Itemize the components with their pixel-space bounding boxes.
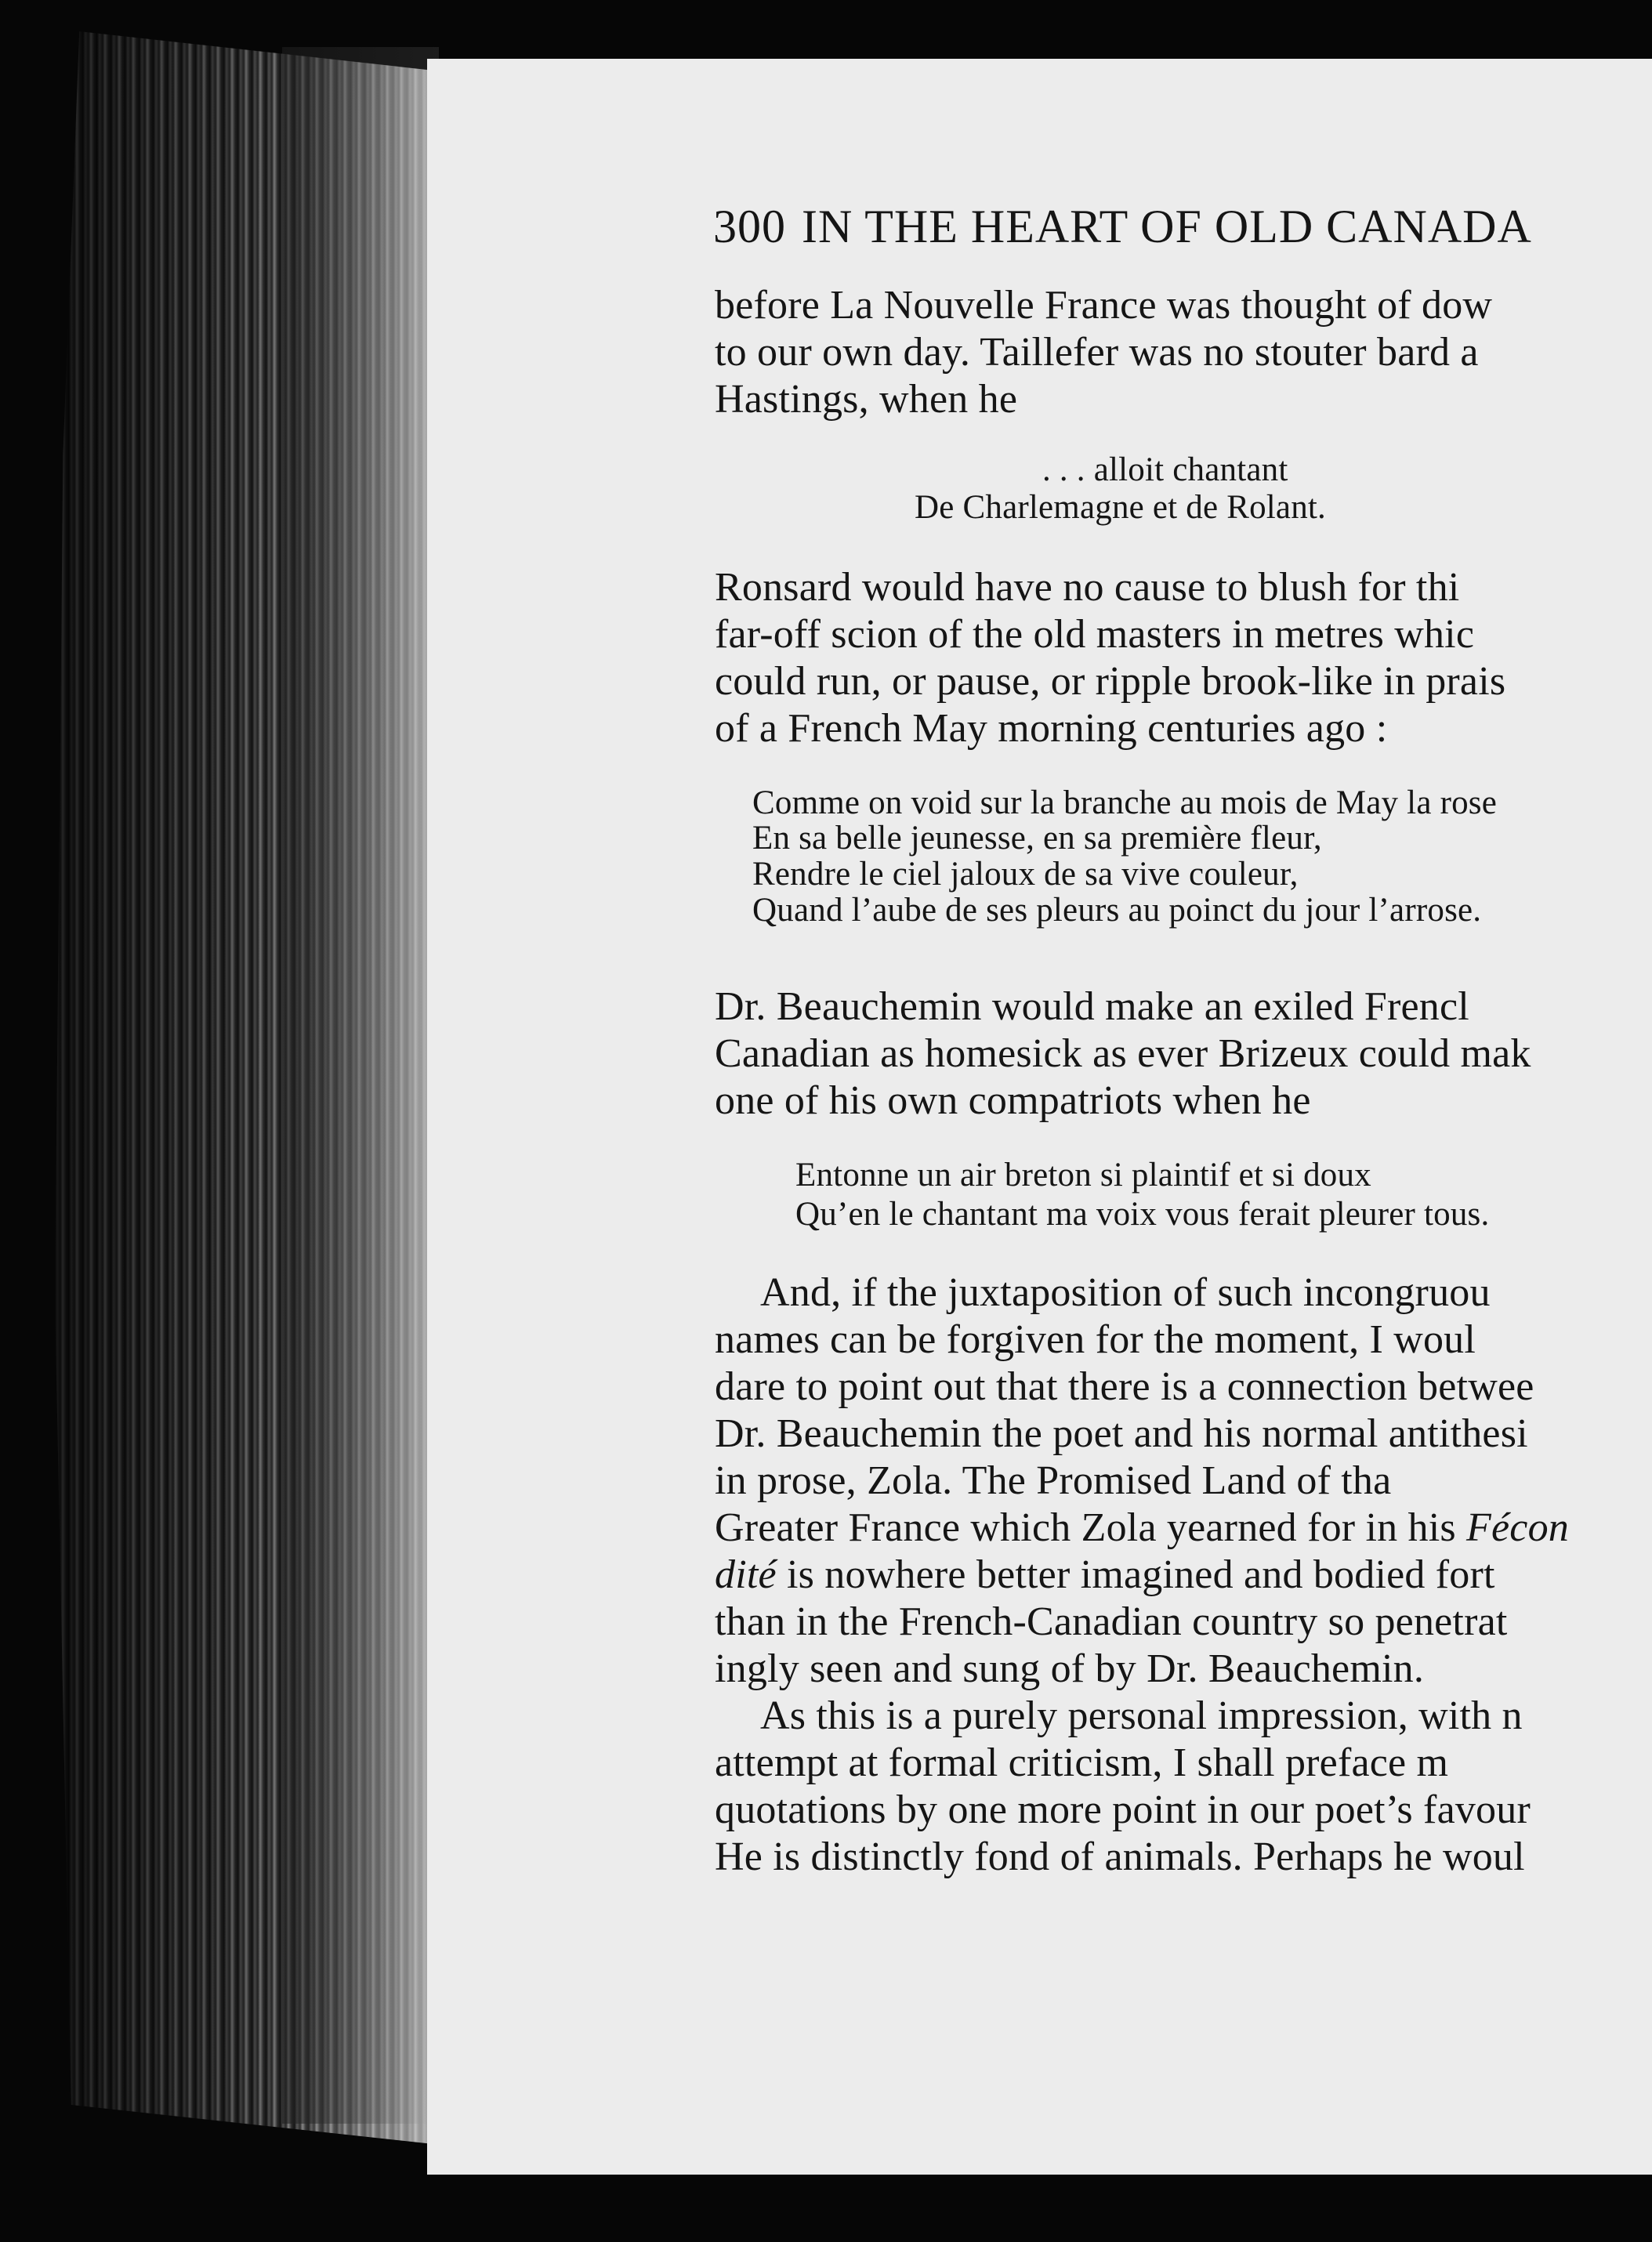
text-line: of a French May morning centuries ago : <box>715 706 1388 751</box>
text-line: Dr. Beauchemin would make an exiled Frencl <box>715 984 1469 1029</box>
text-line: Hastings, when he <box>715 377 1018 422</box>
gutter-shadow <box>282 47 439 2124</box>
running-header <box>713 200 1532 254</box>
verse-line: Rendre le ciel jaloux de sa vive couleur, <box>752 856 1299 893</box>
text-segment: Greater France which Zola yearned for in his <box>715 1505 1456 1550</box>
text-line: before La Nouvelle France was thought of dow <box>715 283 1493 328</box>
text-line <box>715 1552 1495 1598</box>
verse-line: Entonne un air breton si plaintif et si doux <box>795 1157 1371 1193</box>
text-line: names can be forgiven for the moment, I woul <box>715 1317 1476 1362</box>
text-line: As this is a purely personal impression, with n <box>760 1693 1523 1738</box>
text-line: Ronsard would have no cause to blush for thi <box>715 565 1460 610</box>
text-line: dare to point out that there is a connection betwee <box>715 1364 1534 1409</box>
text-line: Dr. Beauchemin the poet and his normal antithesi <box>715 1411 1528 1456</box>
text-line: Canadian as homesick as ever Brizeux could mak <box>715 1031 1531 1076</box>
verse-line: En sa belle jeunesse, en sa première fleur, <box>752 820 1322 857</box>
text-line: ingly seen and sung of by Dr. Beauchemin. <box>715 1646 1425 1691</box>
verse-line: De Charlemagne et de Rolant. <box>915 489 1327 526</box>
text-line: one of his own compatriots when he <box>715 1078 1311 1123</box>
text-line: far-off scion of the old masters in metres whic <box>715 612 1475 657</box>
verse-line: Quand l’aube de ses pleurs au poinct du jour l’arrose. <box>752 892 1482 929</box>
text-line: in prose, Zola. The Promised Land of tha <box>715 1458 1392 1503</box>
book-page <box>427 59 1652 2175</box>
text-line: than in the French-Canadian country so penetrat <box>715 1599 1508 1644</box>
text-line: quotations by one more point in our poet’s favour <box>715 1787 1531 1832</box>
italic-title: Fécon <box>1466 1505 1569 1550</box>
verse-line: Qu’en le chantant ma voix vous ferait pleurer tous. <box>795 1196 1490 1233</box>
text-line: could run, or pause, or ripple brook-like in prais <box>715 659 1506 704</box>
text-segment: is nowhere better imagined and bodied fort <box>786 1552 1495 1597</box>
verse-line: . . . alloit chantant <box>1042 451 1288 488</box>
verse-line: Comme on void sur la branche au mois de May la rose <box>752 784 1498 821</box>
page-number: 300 <box>713 201 786 252</box>
text-line: He is distinctly fond of animals. Perhaps he woul <box>715 1835 1525 1879</box>
text-line: And, if the juxtaposition of such incongruou <box>760 1270 1491 1315</box>
text-line <box>715 1505 1569 1551</box>
text-line: to our own day. Taillefer was no stouter bard a <box>715 330 1479 375</box>
italic-title: dité <box>715 1552 777 1597</box>
text-line: attempt at formal criticism, I shall preface m <box>715 1740 1449 1785</box>
running-title: IN THE HEART OF OLD CANADA <box>802 201 1532 252</box>
